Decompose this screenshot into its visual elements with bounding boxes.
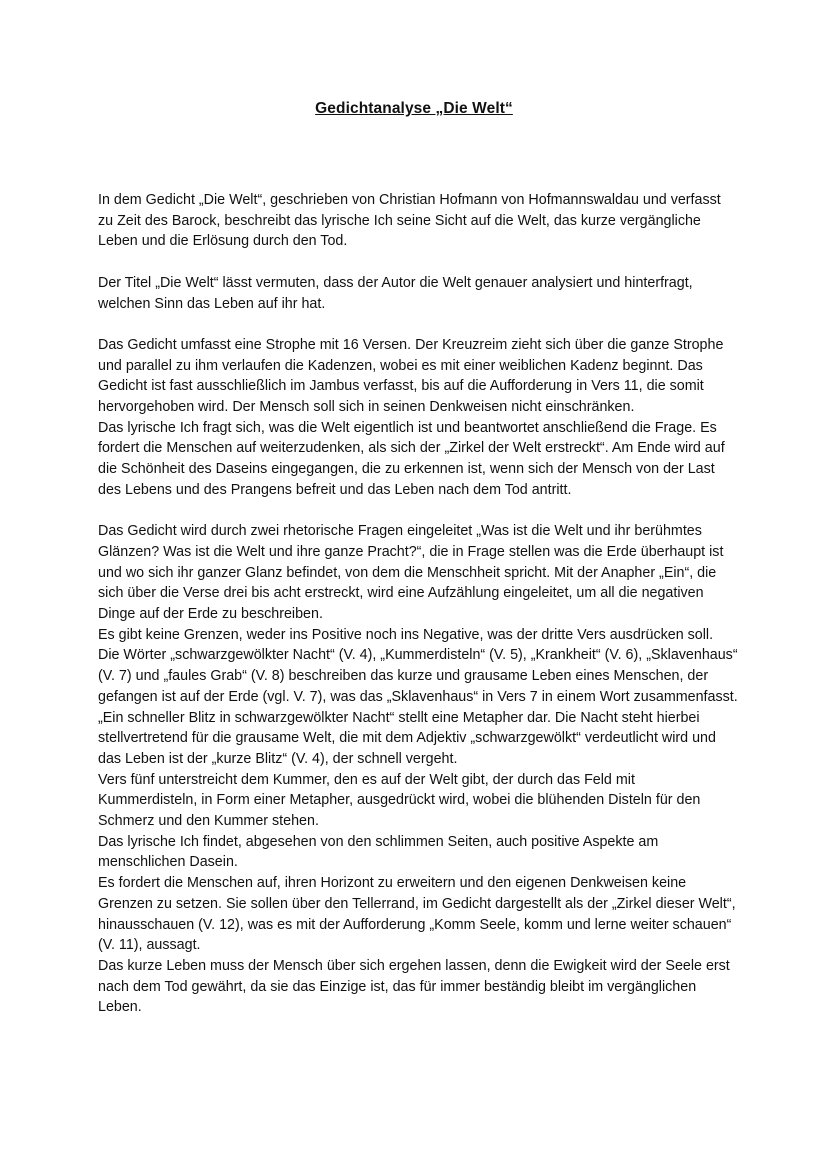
paragraph-content: Das lyrische Ich fragt sich, was die Welt eigentlich ist und beantwortet anschließend die Frage. Es fordert die Menschen auf weiterzudenken, als sich der „Zirkel der Welt erstreckt“. Am Ende wird auf die Schönheit des Daseins eingegangen, die zu erkennen ist, wenn sich der Mensch von der Last des Lebens und des Prangens befreit und das Leben nach dem Tod antritt. (98, 419, 725, 498)
paragraph-conclusion: Das kurze Leben muss der Mensch über sich ergehen lassen, denn die Ewigkeit wird der Seele erst nach dem Tod gewährt, da sie das Einzige ist, das für immer beständig bleibt im vergänglichen Leben. (98, 957, 730, 1016)
paragraph-word-choice: Die Wörter „schwarzgewölkter Nacht“ (V. 4), „Kummerdisteln“ (V. 5), „Krankheit“ (V. 6), „Sklavenhaus“ (V. 7) und „faules Grab“ (V. 8) beschreiben das kurze und grausame Leben eines Menschen, der gefangen ist auf der Erde (vgl. V. 7), was das „Sklavenhaus“ in Vers 7 in einem Wort zusammenfasst. (98, 647, 738, 705)
paragraph-rhetorical-questions: Das Gedicht wird durch zwei rhetorische Fragen eingeleitet „Was ist die Welt und ihr berühmtes Glänzen? Was ist die Welt und ihre ganze Pracht?“, die in Frage stellen was die Erde überhaupt ist und wo sich ihr ganzer Glanz befindet, von dem die Menschheit spricht. Mit der Anapher „Ein“, die sich über die Verse drei bis acht erstreckt, wird eine Aufzählung eingeleitet, um all die negativen Dinge auf der Erde zu beschreiben. (98, 523, 724, 623)
paragraph-verse-five: Vers fünf unterstreicht dem Kummer, den es auf der Welt gibt, der durch das Feld mit Kummerdisteln, in Form einer Metapher, ausgedrückt wird, wobei die blühenden Disteln für den Schmerz und den Kummer stehen. (98, 771, 701, 830)
paragraph-third-verse: Es gibt keine Grenzen, weder ins Positive noch ins Negative, was der dritte Vers ausdrücken soll. (98, 626, 714, 643)
paragraph-introduction: In dem Gedicht „Die Welt“, geschrieben von Christian Hofmann von Hofmannswaldau und verfasst zu Zeit des Barock, beschreibt das lyrische Ich seine Sicht auf die Welt, das kurze vergängliche Leben und die Erlösung durch den Tod. (98, 192, 721, 250)
paragraph-form: Das Gedicht umfasst eine Strophe mit 16 Versen. Der Kreuzreim zieht sich über die ganze Strophe und parallel zu ihm verlaufen die Kadenzen, wobei es mit einer weiblichen Kadenz beginnt. Das Gedicht ist fast ausschließlich im Jambus verfasst, bis auf die Aufforderung in Vers 11, die somit hervorgehoben wird. Der Mensch soll sich in seinen Denkweisen nicht einschränken. (98, 336, 724, 415)
page-title: Gedichtanalyse „Die Welt“ (315, 100, 513, 117)
paragraph-metaphor-night: „Ein schneller Blitz in schwarzgewölkter Nacht“ stellt eine Metapher dar. Die Nacht steht hierbei stellvertretend für die grausame Welt, die mit dem Adjektiv „schwarzgewölkt“ verdeutlicht wird und das Leben ist der „kurze Blitz“ (V. 4), der schnell vergeht. (98, 709, 716, 767)
paragraph-title-analysis: Der Titel „Die Welt“ lässt vermuten, dass der Autor die Welt genauer analysiert und hinterfragt, welchen Sinn das Leben auf ihr hat. (98, 274, 693, 312)
paragraph-positive-aspects: Das lyrische Ich findet, abgesehen von den schlimmen Seiten, auch positive Aspekte am menschlichen Dasein. (98, 833, 659, 871)
document-body (98, 190, 738, 1018)
paragraph-horizon: Es fordert die Menschen auf, ihren Horizont zu erweitern und den eigenen Denkweisen keine Grenzen zu setzen. Sie sollen über den Tellerrand, im Gedicht dargestellt als der „Zirkel dieser Welt“, hinausschauen (V. 12), was es mit der Aufforderung „Komm Seele, komm und lerne weiter schauen“ (V. 11), aussagt. (98, 875, 736, 954)
